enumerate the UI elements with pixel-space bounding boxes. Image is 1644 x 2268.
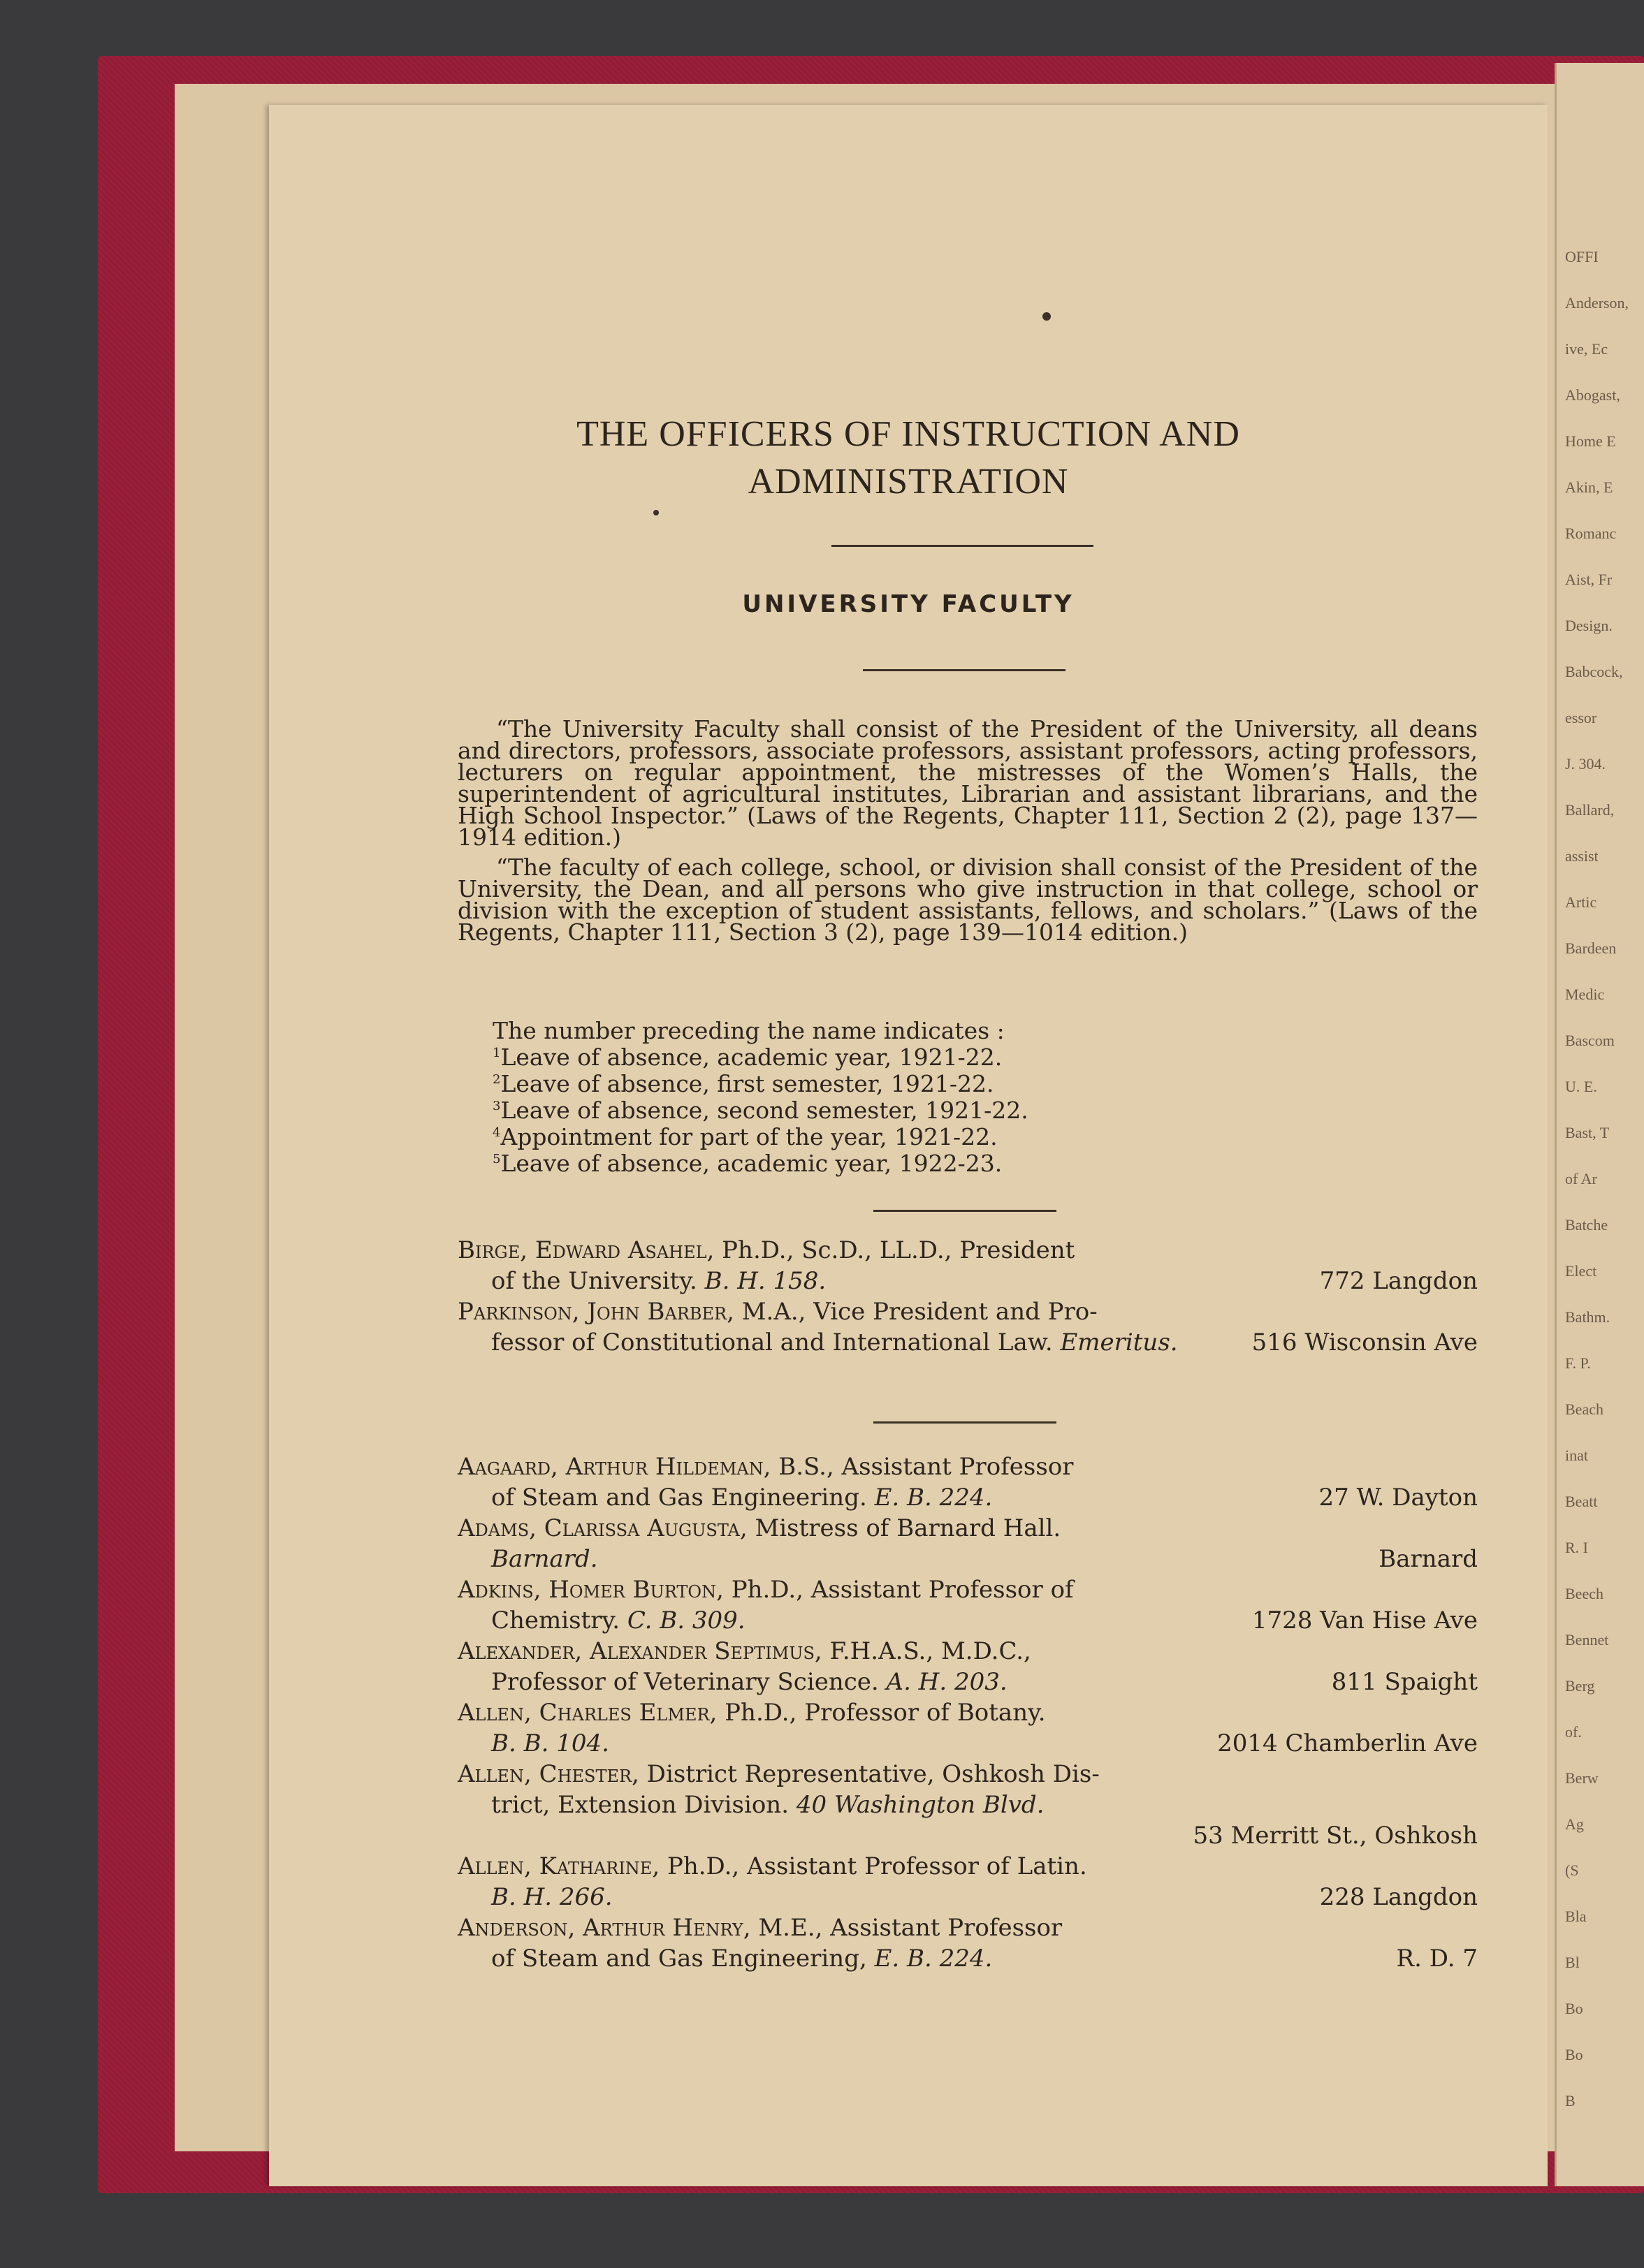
entry-office: 40 Washington Blvd. bbox=[796, 1791, 1045, 1819]
facing-page-text: Beech bbox=[1565, 1585, 1603, 1602]
facing-page-text: Abogast, bbox=[1565, 386, 1620, 404]
legend-item-text: Leave of absence, academic year, 1921-22. bbox=[500, 1044, 1003, 1071]
facing-page-text: Elect bbox=[1565, 1262, 1597, 1280]
entry-first-line bbox=[458, 1636, 1478, 1667]
facing-page-text: Bo bbox=[1565, 2000, 1583, 2017]
entry-first-line bbox=[458, 1296, 1478, 1327]
directory-entry bbox=[458, 1296, 1478, 1358]
leave-legend bbox=[493, 1017, 1331, 1177]
ink-spot bbox=[653, 510, 659, 515]
entry-title: Ph.D., Assistant Professor of Latin. bbox=[660, 1852, 1087, 1880]
entry-address: R. D. 7 bbox=[1396, 1945, 1478, 1973]
facing-page-text: Bla bbox=[1565, 1908, 1587, 1925]
entry-office: C. B. 309. bbox=[627, 1607, 745, 1634]
legend-list bbox=[493, 1042, 1331, 1175]
book-page bbox=[269, 105, 1548, 2186]
entry-third-line bbox=[458, 1820, 1478, 1851]
entry-title-continued: Professor of Veterinary Science. bbox=[491, 1668, 879, 1696]
divider bbox=[873, 1421, 1056, 1424]
entry-first-line bbox=[458, 1451, 1478, 1482]
page-title-line2: ADMINISTRATION bbox=[748, 462, 1069, 502]
entry-name: Allen, Katharine, bbox=[458, 1852, 660, 1880]
entry-title-continued: of Steam and Gas Engineering, bbox=[491, 1945, 867, 1973]
legend-item-number: 5 bbox=[493, 1152, 501, 1166]
facing-page-text: Batche bbox=[1565, 1216, 1608, 1234]
facing-page-text: assist bbox=[1565, 847, 1599, 865]
directory-entry bbox=[458, 1851, 1478, 1912]
facing-page-text: of. bbox=[1565, 1723, 1582, 1741]
entry-address: Barnard bbox=[1379, 1545, 1478, 1573]
paragraph-college-faculty: “The faculty of each college, school, or division shall consist of the President of the University, the Dean, and all persons who give instruction in that college, school or division with the exception of student assistants, fellows, and scholars.” (Laws of the Regents, Chapter 111, Section 3 (2), page 139—1014 edition.) bbox=[458, 854, 1478, 946]
entry-first-line bbox=[458, 1513, 1478, 1544]
legend-item bbox=[493, 1148, 1331, 1175]
entry-title: M.A., Vice President and Pro- bbox=[734, 1298, 1098, 1326]
entry-address: 228 Langdon bbox=[1319, 1883, 1478, 1911]
facing-page-text: Anderson, bbox=[1565, 294, 1629, 312]
entry-second-line bbox=[458, 1667, 1478, 1697]
legend-item-text: Appointment for part of the year, 1921-22. bbox=[500, 1123, 998, 1150]
directory-entry bbox=[458, 1513, 1478, 1574]
faculty-definition bbox=[458, 715, 1478, 946]
facing-page-text: U. E. bbox=[1565, 1078, 1597, 1095]
facing-page-text: Beatt bbox=[1565, 1493, 1598, 1510]
entry-title: M.E., Assistant Professor bbox=[750, 1914, 1063, 1942]
directory-entry bbox=[458, 1697, 1478, 1759]
facing-page-text: Bardeen bbox=[1565, 939, 1617, 957]
entry-office: E. B. 224. bbox=[874, 1945, 993, 1973]
entry-title: District Representative, Oshkosh Dis- bbox=[639, 1760, 1100, 1788]
entry-title: Ph.D., Professor of Botany. bbox=[717, 1699, 1046, 1727]
facing-page-text: Berg bbox=[1565, 1677, 1595, 1695]
entry-name: Adkins, Homer Burton, bbox=[458, 1576, 724, 1604]
legend-header: The number preceding the name indicates : bbox=[493, 1017, 1005, 1044]
directory-entry bbox=[458, 1235, 1478, 1296]
facing-page-text: Design. bbox=[1565, 617, 1613, 634]
facing-page-text: essor bbox=[1565, 709, 1597, 726]
entry-second-line bbox=[458, 1882, 1478, 1912]
facing-page-text: of Ar bbox=[1565, 1170, 1597, 1187]
entry-name: Birge, Edward Asahel, bbox=[458, 1236, 715, 1264]
directory-entry bbox=[458, 1636, 1478, 1697]
entry-second-line bbox=[458, 1943, 1478, 1974]
legend-item bbox=[493, 1069, 1331, 1095]
entry-office: E. B. 224. bbox=[874, 1484, 993, 1512]
entry-second-line bbox=[458, 1790, 1478, 1820]
entry-address: 2014 Chamberlin Ave bbox=[1217, 1729, 1478, 1757]
entry-name: Allen, Chester, bbox=[458, 1760, 639, 1788]
facing-page-text: Ballard, bbox=[1565, 801, 1615, 819]
facing-page-text: Bl bbox=[1565, 1954, 1580, 1971]
facing-page-text: OFFI bbox=[1565, 248, 1599, 265]
legend-item bbox=[493, 1042, 1331, 1069]
legend-item-number: 4 bbox=[493, 1125, 501, 1140]
entry-address: 53 Merritt St., Oshkosh bbox=[1193, 1822, 1478, 1850]
entry-title-continued: of the University. bbox=[491, 1267, 697, 1295]
legend-item-text: Leave of absence, first semester, 1921-22. bbox=[500, 1070, 994, 1097]
entry-office: B. H. 158. bbox=[704, 1267, 827, 1295]
entry-office: A. H. 203. bbox=[886, 1668, 1008, 1696]
entry-title-continued: trict, Extension Division. bbox=[491, 1791, 789, 1819]
directory-entry bbox=[458, 1451, 1478, 1513]
faculty-list bbox=[458, 1451, 1478, 1974]
section-heading: UNIVERSITY FACULTY bbox=[742, 590, 1075, 618]
entry-name: Allen, Charles Elmer, bbox=[458, 1699, 718, 1727]
entry-title: Ph.D., Assistant Professor of bbox=[723, 1576, 1074, 1604]
facing-page-text: Bascom bbox=[1565, 1032, 1615, 1049]
entry-address: 27 W. Dayton bbox=[1318, 1484, 1478, 1512]
directory-entry bbox=[458, 1912, 1478, 1974]
facing-page-text: inat bbox=[1565, 1447, 1588, 1464]
legend-item-text: Leave of absence, academic year, 1922-23. bbox=[500, 1150, 1003, 1177]
facing-page-text: Bo bbox=[1565, 2046, 1583, 2063]
legend-item-number: 1 bbox=[493, 1046, 501, 1060]
entry-title: F.H.A.S., M.D.C., bbox=[822, 1637, 1031, 1665]
entry-name: Parkinson, John Barber, bbox=[458, 1298, 734, 1326]
entry-title: B.S., Assistant Professor bbox=[771, 1453, 1074, 1481]
entry-second-line bbox=[458, 1605, 1478, 1636]
entry-office: B. H. 266. bbox=[491, 1883, 613, 1911]
facing-page-text: Medic bbox=[1565, 986, 1605, 1003]
entry-first-line bbox=[458, 1851, 1478, 1882]
entry-first-line bbox=[458, 1759, 1478, 1790]
entry-address: 1728 Van Hise Ave bbox=[1251, 1607, 1478, 1634]
facing-page-text: Ag bbox=[1565, 1815, 1584, 1833]
facing-page-text: (S bbox=[1565, 1861, 1579, 1879]
page-title-line1: THE OFFICERS OF INSTRUCTION AND bbox=[576, 414, 1240, 454]
legend-item-number: 3 bbox=[493, 1099, 501, 1113]
legend-item-number: 2 bbox=[493, 1072, 501, 1087]
facing-page bbox=[1555, 63, 1644, 2186]
facing-page-text: Bennet bbox=[1565, 1631, 1609, 1648]
facing-page-text: Artic bbox=[1565, 893, 1597, 911]
facing-page-text: Home E bbox=[1565, 432, 1616, 450]
facing-page-text: Beach bbox=[1565, 1400, 1603, 1418]
entry-address: 772 Langdon bbox=[1319, 1267, 1478, 1295]
legend-item bbox=[493, 1095, 1331, 1122]
entry-name: Anderson, Arthur Henry, bbox=[458, 1914, 751, 1942]
divider bbox=[863, 669, 1065, 671]
legend-item-text: Leave of absence, second semester, 1921-22. bbox=[500, 1097, 1028, 1124]
facing-page-text: F. P. bbox=[1565, 1354, 1591, 1372]
facing-page-text: J. 304. bbox=[1565, 755, 1606, 773]
entry-title: Ph.D., Sc.D., LL.D., President bbox=[714, 1236, 1075, 1264]
entry-first-line bbox=[458, 1912, 1478, 1943]
directory-entry bbox=[458, 1759, 1478, 1851]
facing-page-text: R. I bbox=[1565, 1539, 1588, 1556]
entry-name: Alexander, Alexander Septimus, bbox=[458, 1637, 822, 1665]
paragraph-university-faculty: “The University Faculty shall consist of the President of the University, all deans and directors, professors, associate professors, assistant professors, acting professors, lecturers on regular appointment, the mistresses of the Women’s Halls, the superintendent of agricultural institutes, Librarian and assistant librarians, and the High School Inspector.” (Laws of the Regents, Chapter 111, Section 2 (2), page 137—1914 edition.) bbox=[458, 715, 1478, 851]
facing-page-text: B bbox=[1565, 2092, 1576, 2109]
entry-name: Aagaard, Arthur Hildeman, bbox=[458, 1453, 771, 1481]
directory-entry bbox=[458, 1574, 1478, 1636]
entry-second-line bbox=[458, 1728, 1478, 1759]
legend-item bbox=[493, 1122, 1331, 1148]
entry-first-line bbox=[458, 1235, 1478, 1266]
entry-second-line bbox=[458, 1482, 1478, 1513]
entry-name: Adams, Clarissa Augusta, bbox=[458, 1514, 748, 1542]
entry-title: Mistress of Barnard Hall. bbox=[747, 1514, 1061, 1542]
facing-page-text: Bast, T bbox=[1565, 1124, 1610, 1141]
entry-second-line bbox=[458, 1327, 1478, 1358]
entry-first-line bbox=[458, 1697, 1478, 1728]
facing-page-text: Bathm. bbox=[1565, 1308, 1610, 1326]
entry-office: Emeritus. bbox=[1060, 1329, 1178, 1356]
facing-page-text: ive, Ec bbox=[1565, 340, 1608, 358]
entry-second-line bbox=[458, 1544, 1478, 1574]
entry-office: B. B. 104. bbox=[491, 1729, 609, 1757]
officers-list bbox=[458, 1235, 1478, 1358]
divider bbox=[873, 1210, 1056, 1212]
entry-address: 516 Wisconsin Ave bbox=[1251, 1329, 1478, 1356]
facing-page-text: Romanc bbox=[1565, 525, 1617, 542]
facing-page-text: Aist, Fr bbox=[1565, 571, 1613, 588]
facing-page-text: Akin, E bbox=[1565, 478, 1613, 496]
divider bbox=[831, 545, 1093, 547]
facing-page-text: Babcock, bbox=[1565, 663, 1623, 680]
ink-spot bbox=[1042, 312, 1051, 321]
entry-second-line bbox=[458, 1266, 1478, 1296]
facing-page-text: Berw bbox=[1565, 1769, 1599, 1787]
entry-title-continued: of Steam and Gas Engineering. bbox=[491, 1484, 867, 1512]
entry-address: 811 Spaight bbox=[1331, 1668, 1478, 1696]
entry-title-continued: fessor of Constitutional and International Law. bbox=[491, 1329, 1053, 1356]
entry-first-line bbox=[458, 1574, 1478, 1605]
entry-office: Barnard. bbox=[491, 1545, 598, 1573]
entry-title-continued: Chemistry. bbox=[491, 1607, 620, 1634]
